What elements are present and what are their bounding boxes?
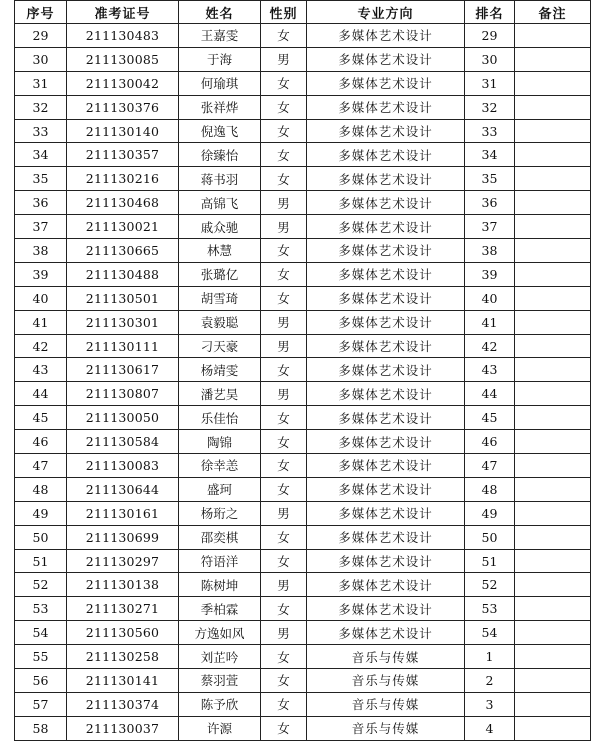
table-row xyxy=(15,477,591,501)
cell-exam-id: 211130665 xyxy=(67,239,179,263)
cell-gender: 女 xyxy=(261,477,307,501)
cell-major: 多媒体艺术设计 xyxy=(307,262,465,286)
table-row xyxy=(15,573,591,597)
cell-remarks xyxy=(515,597,591,621)
results-sheet xyxy=(14,0,590,741)
header-serial-number: 序号 xyxy=(15,1,67,24)
cell-remarks xyxy=(515,669,591,693)
cell-major: 多媒体艺术设计 xyxy=(307,358,465,382)
cell-exam-id: 211130357 xyxy=(67,143,179,167)
table-row xyxy=(15,215,591,239)
cell-major: 多媒体艺术设计 xyxy=(307,501,465,525)
cell-major: 多媒体艺术设计 xyxy=(307,191,465,215)
cell-remarks xyxy=(515,573,591,597)
cell-rank: 3 xyxy=(465,692,515,716)
cell-remarks xyxy=(515,549,591,573)
cell-rank: 38 xyxy=(465,239,515,263)
table-row xyxy=(15,286,591,310)
table-row xyxy=(15,24,591,48)
cell-major: 多媒体艺术设计 xyxy=(307,406,465,430)
table-row xyxy=(15,239,591,263)
cell-remarks xyxy=(515,454,591,478)
cell-rank: 46 xyxy=(465,430,515,454)
cell-serial-number: 41 xyxy=(15,310,67,334)
cell-remarks xyxy=(515,477,591,501)
cell-exam-id: 211130560 xyxy=(67,621,179,645)
cell-remarks xyxy=(515,430,591,454)
table-row xyxy=(15,645,591,669)
cell-exam-id: 211130141 xyxy=(67,669,179,693)
cell-remarks xyxy=(515,143,591,167)
cell-rank: 41 xyxy=(465,310,515,334)
cell-gender: 女 xyxy=(261,549,307,573)
header-remarks: 备注 xyxy=(515,1,591,24)
cell-major: 多媒体艺术设计 xyxy=(307,621,465,645)
cell-serial-number: 47 xyxy=(15,454,67,478)
cell-major: 多媒体艺术设计 xyxy=(307,167,465,191)
cell-gender: 女 xyxy=(261,143,307,167)
cell-name: 袁毅聪 xyxy=(179,310,261,334)
cell-exam-id: 211130042 xyxy=(67,71,179,95)
cell-name: 陈予欣 xyxy=(179,692,261,716)
cell-remarks xyxy=(515,191,591,215)
cell-major: 多媒体艺术设计 xyxy=(307,119,465,143)
cell-gender: 女 xyxy=(261,286,307,310)
cell-major: 多媒体艺术设计 xyxy=(307,382,465,406)
cell-serial-number: 39 xyxy=(15,262,67,286)
cell-major: 音乐与传媒 xyxy=(307,716,465,740)
table-row xyxy=(15,669,591,693)
cell-exam-id: 211130140 xyxy=(67,119,179,143)
cell-exam-id: 211130085 xyxy=(67,47,179,71)
cell-name: 张璐亿 xyxy=(179,262,261,286)
table-body xyxy=(15,24,591,741)
cell-remarks xyxy=(515,95,591,119)
cell-exam-id: 211130483 xyxy=(67,24,179,48)
cell-remarks xyxy=(515,286,591,310)
cell-major: 多媒体艺术设计 xyxy=(307,286,465,310)
cell-exam-id: 211130297 xyxy=(67,549,179,573)
cell-serial-number: 45 xyxy=(15,406,67,430)
cell-name: 盛珂 xyxy=(179,477,261,501)
cell-name: 戚众驰 xyxy=(179,215,261,239)
cell-serial-number: 52 xyxy=(15,573,67,597)
table-row xyxy=(15,525,591,549)
cell-exam-id: 211130699 xyxy=(67,525,179,549)
cell-rank: 42 xyxy=(465,334,515,358)
cell-serial-number: 32 xyxy=(15,95,67,119)
cell-name: 徐幸恙 xyxy=(179,454,261,478)
cell-exam-id: 211130216 xyxy=(67,167,179,191)
cell-exam-id: 211130258 xyxy=(67,645,179,669)
cell-name: 邵奕棋 xyxy=(179,525,261,549)
table-row xyxy=(15,47,591,71)
cell-rank: 48 xyxy=(465,477,515,501)
cell-name: 陈树坤 xyxy=(179,573,261,597)
cell-rank: 45 xyxy=(465,406,515,430)
cell-gender: 女 xyxy=(261,119,307,143)
cell-serial-number: 51 xyxy=(15,549,67,573)
table-row xyxy=(15,358,591,382)
cell-gender: 女 xyxy=(261,239,307,263)
cell-exam-id: 211130301 xyxy=(67,310,179,334)
cell-serial-number: 42 xyxy=(15,334,67,358)
cell-serial-number: 57 xyxy=(15,692,67,716)
cell-major: 多媒体艺术设计 xyxy=(307,215,465,239)
cell-remarks xyxy=(515,406,591,430)
cell-exam-id: 211130111 xyxy=(67,334,179,358)
cell-exam-id: 211130584 xyxy=(67,430,179,454)
cell-remarks xyxy=(515,239,591,263)
cell-serial-number: 30 xyxy=(15,47,67,71)
cell-gender: 女 xyxy=(261,597,307,621)
cell-major: 多媒体艺术设计 xyxy=(307,24,465,48)
cell-name: 方逸如风 xyxy=(179,621,261,645)
cell-major: 多媒体艺术设计 xyxy=(307,71,465,95)
cell-remarks xyxy=(515,645,591,669)
cell-rank: 33 xyxy=(465,119,515,143)
cell-rank: 37 xyxy=(465,215,515,239)
cell-gender: 女 xyxy=(261,645,307,669)
cell-rank: 52 xyxy=(465,573,515,597)
cell-remarks xyxy=(515,692,591,716)
cell-name: 刁天豪 xyxy=(179,334,261,358)
cell-rank: 30 xyxy=(465,47,515,71)
table-row xyxy=(15,430,591,454)
table-row xyxy=(15,692,591,716)
cell-remarks xyxy=(515,358,591,382)
cell-rank: 43 xyxy=(465,358,515,382)
cell-rank: 40 xyxy=(465,286,515,310)
table-row xyxy=(15,382,591,406)
cell-major: 音乐与传媒 xyxy=(307,669,465,693)
table-row xyxy=(15,71,591,95)
cell-rank: 2 xyxy=(465,669,515,693)
table-row xyxy=(15,621,591,645)
cell-remarks xyxy=(515,119,591,143)
cell-gender: 女 xyxy=(261,262,307,286)
cell-remarks xyxy=(515,47,591,71)
cell-name: 倪逸飞 xyxy=(179,119,261,143)
cell-serial-number: 50 xyxy=(15,525,67,549)
cell-serial-number: 36 xyxy=(15,191,67,215)
cell-remarks xyxy=(515,310,591,334)
cell-major: 多媒体艺术设计 xyxy=(307,143,465,167)
cell-serial-number: 56 xyxy=(15,669,67,693)
cell-exam-id: 211130138 xyxy=(67,573,179,597)
header-name: 姓名 xyxy=(179,1,261,24)
cell-exam-id: 211130468 xyxy=(67,191,179,215)
cell-rank: 4 xyxy=(465,716,515,740)
cell-name: 季柏霖 xyxy=(179,597,261,621)
cell-serial-number: 44 xyxy=(15,382,67,406)
cell-exam-id: 211130037 xyxy=(67,716,179,740)
cell-gender: 女 xyxy=(261,167,307,191)
cell-serial-number: 58 xyxy=(15,716,67,740)
cell-gender: 男 xyxy=(261,334,307,358)
header-rank: 排名 xyxy=(465,1,515,24)
cell-remarks xyxy=(515,501,591,525)
cell-remarks xyxy=(515,525,591,549)
cell-rank: 54 xyxy=(465,621,515,645)
cell-remarks xyxy=(515,215,591,239)
cell-name: 杨珩之 xyxy=(179,501,261,525)
cell-major: 多媒体艺术设计 xyxy=(307,239,465,263)
cell-major: 多媒体艺术设计 xyxy=(307,310,465,334)
cell-major: 多媒体艺术设计 xyxy=(307,334,465,358)
cell-rank: 50 xyxy=(465,525,515,549)
cell-rank: 32 xyxy=(465,95,515,119)
cell-major: 音乐与传媒 xyxy=(307,692,465,716)
cell-serial-number: 38 xyxy=(15,239,67,263)
cell-name: 符语洋 xyxy=(179,549,261,573)
cell-exam-id: 211130644 xyxy=(67,477,179,501)
table-row xyxy=(15,549,591,573)
cell-exam-id: 211130617 xyxy=(67,358,179,382)
cell-serial-number: 48 xyxy=(15,477,67,501)
cell-serial-number: 37 xyxy=(15,215,67,239)
cell-exam-id: 211130488 xyxy=(67,262,179,286)
cell-gender: 女 xyxy=(261,525,307,549)
cell-name: 陶锦 xyxy=(179,430,261,454)
cell-rank: 1 xyxy=(465,645,515,669)
table-row xyxy=(15,262,591,286)
cell-gender: 女 xyxy=(261,454,307,478)
cell-exam-id: 211130161 xyxy=(67,501,179,525)
table-row xyxy=(15,191,591,215)
results-table xyxy=(14,0,591,741)
cell-major: 多媒体艺术设计 xyxy=(307,430,465,454)
cell-exam-id: 211130271 xyxy=(67,597,179,621)
cell-serial-number: 54 xyxy=(15,621,67,645)
cell-rank: 29 xyxy=(465,24,515,48)
cell-gender: 女 xyxy=(261,406,307,430)
cell-name: 刘芷吟 xyxy=(179,645,261,669)
cell-exam-id: 211130374 xyxy=(67,692,179,716)
table-row xyxy=(15,406,591,430)
cell-remarks xyxy=(515,262,591,286)
cell-rank: 47 xyxy=(465,454,515,478)
cell-major: 音乐与传媒 xyxy=(307,645,465,669)
cell-major: 多媒体艺术设计 xyxy=(307,573,465,597)
cell-rank: 51 xyxy=(465,549,515,573)
table-row xyxy=(15,167,591,191)
cell-gender: 女 xyxy=(261,716,307,740)
cell-name: 林慧 xyxy=(179,239,261,263)
cell-remarks xyxy=(515,716,591,740)
table-header xyxy=(15,1,591,24)
cell-serial-number: 43 xyxy=(15,358,67,382)
table-row xyxy=(15,597,591,621)
cell-major: 多媒体艺术设计 xyxy=(307,549,465,573)
cell-gender: 男 xyxy=(261,191,307,215)
cell-gender: 男 xyxy=(261,573,307,597)
table-row xyxy=(15,334,591,358)
cell-name: 胡雪琦 xyxy=(179,286,261,310)
cell-exam-id: 211130807 xyxy=(67,382,179,406)
cell-major: 多媒体艺术设计 xyxy=(307,477,465,501)
cell-name: 张祥烨 xyxy=(179,95,261,119)
cell-gender: 男 xyxy=(261,501,307,525)
cell-name: 徐臻怡 xyxy=(179,143,261,167)
table-row xyxy=(15,143,591,167)
cell-remarks xyxy=(515,167,591,191)
cell-remarks xyxy=(515,334,591,358)
cell-serial-number: 40 xyxy=(15,286,67,310)
header-exam-id: 准考证号 xyxy=(67,1,179,24)
cell-serial-number: 29 xyxy=(15,24,67,48)
cell-gender: 男 xyxy=(261,215,307,239)
cell-exam-id: 211130501 xyxy=(67,286,179,310)
cell-serial-number: 53 xyxy=(15,597,67,621)
cell-remarks xyxy=(515,621,591,645)
cell-serial-number: 34 xyxy=(15,143,67,167)
cell-name: 高锦飞 xyxy=(179,191,261,215)
cell-rank: 44 xyxy=(465,382,515,406)
cell-major: 多媒体艺术设计 xyxy=(307,95,465,119)
cell-name: 杨靖雯 xyxy=(179,358,261,382)
cell-name: 何瑜琪 xyxy=(179,71,261,95)
cell-gender: 女 xyxy=(261,24,307,48)
cell-name: 乐佳怡 xyxy=(179,406,261,430)
cell-gender: 女 xyxy=(261,358,307,382)
cell-gender: 男 xyxy=(261,310,307,334)
cell-exam-id: 211130376 xyxy=(67,95,179,119)
table-row xyxy=(15,119,591,143)
cell-rank: 49 xyxy=(465,501,515,525)
cell-gender: 女 xyxy=(261,71,307,95)
cell-gender: 男 xyxy=(261,621,307,645)
cell-rank: 31 xyxy=(465,71,515,95)
header-row xyxy=(15,1,591,24)
cell-serial-number: 55 xyxy=(15,645,67,669)
cell-rank: 35 xyxy=(465,167,515,191)
table-row xyxy=(15,501,591,525)
cell-gender: 男 xyxy=(261,382,307,406)
cell-serial-number: 31 xyxy=(15,71,67,95)
cell-gender: 女 xyxy=(261,692,307,716)
table-row xyxy=(15,454,591,478)
cell-gender: 女 xyxy=(261,95,307,119)
header-major: 专业方向 xyxy=(307,1,465,24)
cell-remarks xyxy=(515,24,591,48)
cell-remarks xyxy=(515,71,591,95)
table-row xyxy=(15,716,591,740)
cell-serial-number: 46 xyxy=(15,430,67,454)
cell-name: 蒋书羽 xyxy=(179,167,261,191)
cell-exam-id: 211130021 xyxy=(67,215,179,239)
cell-exam-id: 211130083 xyxy=(67,454,179,478)
cell-major: 多媒体艺术设计 xyxy=(307,47,465,71)
cell-major: 多媒体艺术设计 xyxy=(307,525,465,549)
cell-serial-number: 49 xyxy=(15,501,67,525)
table-row xyxy=(15,310,591,334)
cell-major: 多媒体艺术设计 xyxy=(307,454,465,478)
cell-rank: 39 xyxy=(465,262,515,286)
header-gender: 性别 xyxy=(261,1,307,24)
cell-gender: 女 xyxy=(261,669,307,693)
cell-serial-number: 35 xyxy=(15,167,67,191)
cell-remarks xyxy=(515,382,591,406)
cell-name: 潘艺昊 xyxy=(179,382,261,406)
cell-rank: 36 xyxy=(465,191,515,215)
cell-gender: 女 xyxy=(261,430,307,454)
cell-rank: 53 xyxy=(465,597,515,621)
cell-major: 多媒体艺术设计 xyxy=(307,597,465,621)
cell-gender: 男 xyxy=(261,47,307,71)
cell-name: 许源 xyxy=(179,716,261,740)
cell-exam-id: 211130050 xyxy=(67,406,179,430)
cell-name: 王嘉雯 xyxy=(179,24,261,48)
cell-name: 于海 xyxy=(179,47,261,71)
table-row xyxy=(15,95,591,119)
cell-name: 蔡羽萱 xyxy=(179,669,261,693)
cell-rank: 34 xyxy=(465,143,515,167)
cell-serial-number: 33 xyxy=(15,119,67,143)
